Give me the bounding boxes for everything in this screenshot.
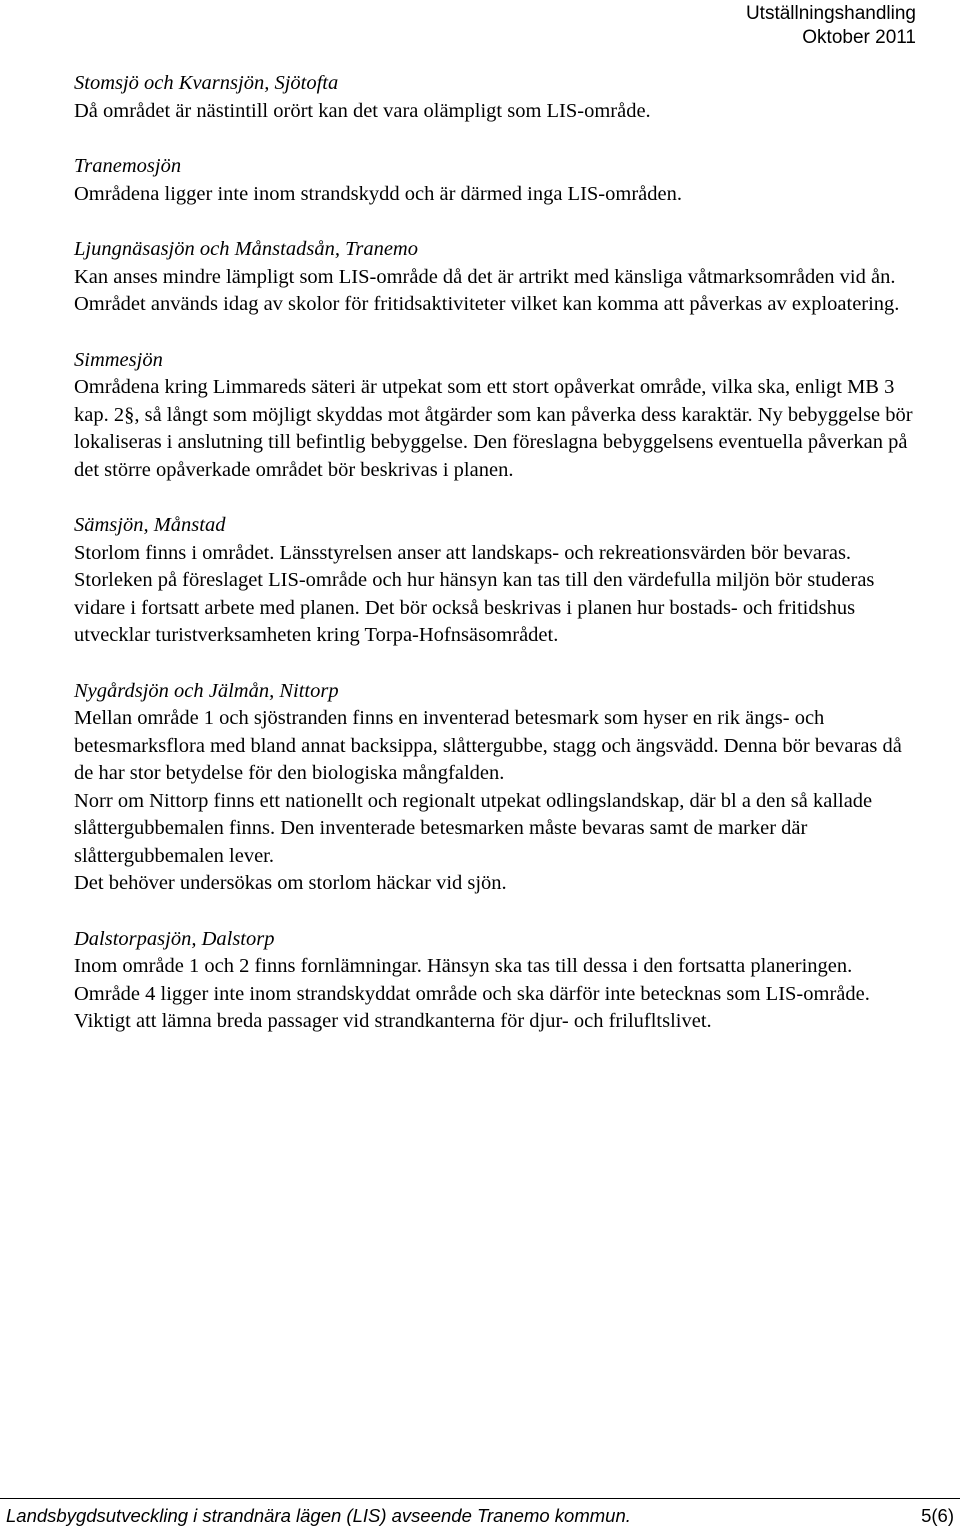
section-simmesjon bbox=[74, 347, 920, 485]
section-paragraph: Norr om Nittorp finns ett nationellt och regionalt utpekat odlingslandskap, där bl a den så kallade slåttergubbemalen finns. Den inventerade betesmarken måste bevaras samt de marker där slåttergubbemalen lever. bbox=[74, 789, 873, 867]
section-heading: Stomsjö och Kvarnsjön, Sjötofta bbox=[74, 72, 339, 94]
section-nygardsjon bbox=[74, 678, 920, 898]
document-status: Utställningshandling bbox=[745, 3, 916, 24]
page-number: 5(6) bbox=[921, 1505, 954, 1526]
section-heading: Ljungnäsasjön och Månstadsån, Tranemo bbox=[74, 238, 418, 260]
section-stomsjo bbox=[74, 70, 920, 125]
footer-title: Landsbygdsutveckling i strandnära lägen (LIS) avseende Tranemo kommun. bbox=[6, 1505, 631, 1526]
section-tranemosjon bbox=[74, 153, 920, 208]
page-footer bbox=[0, 1498, 960, 1532]
section-paragraph: Inom område 1 och 2 finns fornlämningar. Hänsyn ska tas till dessa i den fortsatta planeringen. bbox=[74, 955, 853, 977]
section-paragraph: Område 4 ligger inte inom strandskyddat område och ska därför inte betecknas som LIS-område. bbox=[74, 982, 870, 1005]
section-paragraph: Kan anses mindre lämpligt som LIS-område då det är artrikt med känsliga våtmarksområden vid ån. Området används idag av skolor för fritidsaktiviteter vilket kan komma att påverkas av exploatering. bbox=[74, 265, 900, 315]
page-header bbox=[746, 2, 916, 50]
section-ljungnasasjon bbox=[74, 236, 920, 319]
document-body bbox=[74, 70, 920, 1064]
section-heading: Simmesjön bbox=[74, 348, 163, 371]
document-date: Oktober 2011 bbox=[802, 27, 916, 48]
section-samsjon bbox=[74, 512, 920, 650]
section-dalstorpasjon bbox=[74, 926, 920, 1036]
section-paragraph: Storlom finns i området. Länsstyrelsen anser att landskaps- och rekreationsvärden bör bevaras. Storleken på föreslaget LIS-område och hur hänsyn kan tas till den värdefulla miljön bör studeras vidare i fortsatt arbete med planen. Det bör också beskrivas i planen hur bostads- och fritidshus utvecklar turistverksamheten kring Torpa-Hofnsäsområdet. bbox=[74, 541, 875, 646]
section-heading: Nygårdsjön och Jälmån, Nittorp bbox=[74, 679, 339, 702]
section-paragraph: Viktigt att lämna breda passager vid strandkanterna för djur- och frilufltslivet. bbox=[74, 1010, 712, 1032]
section-heading: Tranemosjön bbox=[74, 155, 182, 177]
section-paragraph: Områdena kring Limmareds säteri är utpekat som ett stort opåverkat område, vilka ska, enligt MB 3 kap. 2§, så långt som möjligt skyddas mot åtgärder som kan påverka dess karaktär. Ny bebyggelse bör lokaliseras i anslutning till befintlig bebyggelse. Den föreslagna bebyggelsens eventuella påverkan på det större opåverkade området bör beskrivas i planen. bbox=[74, 376, 913, 481]
section-paragraph: Mellan område 1 och sjöstranden finns en inventerad betesmark som hyser en rik ängs- och betesmarksflora med bland annat backsippa, slåttergubbe, stagg och ängsvädd. Denna bör bevaras då de har stor betydelse för den biologiska mångfalden. bbox=[74, 707, 902, 784]
section-paragraph: Det behöver undersökas om storlom häckar vid sjön. bbox=[74, 872, 507, 894]
section-paragraph: Då området är nästintill orört kan det vara olämpligt som LIS-område. bbox=[74, 99, 651, 122]
section-paragraph: Områdena ligger inte inom strandskydd och är därmed inga LIS-områden. bbox=[74, 182, 682, 205]
section-heading: Dalstorpasjön, Dalstorp bbox=[74, 927, 275, 950]
section-heading: Sämsjön, Månstad bbox=[74, 514, 226, 536]
